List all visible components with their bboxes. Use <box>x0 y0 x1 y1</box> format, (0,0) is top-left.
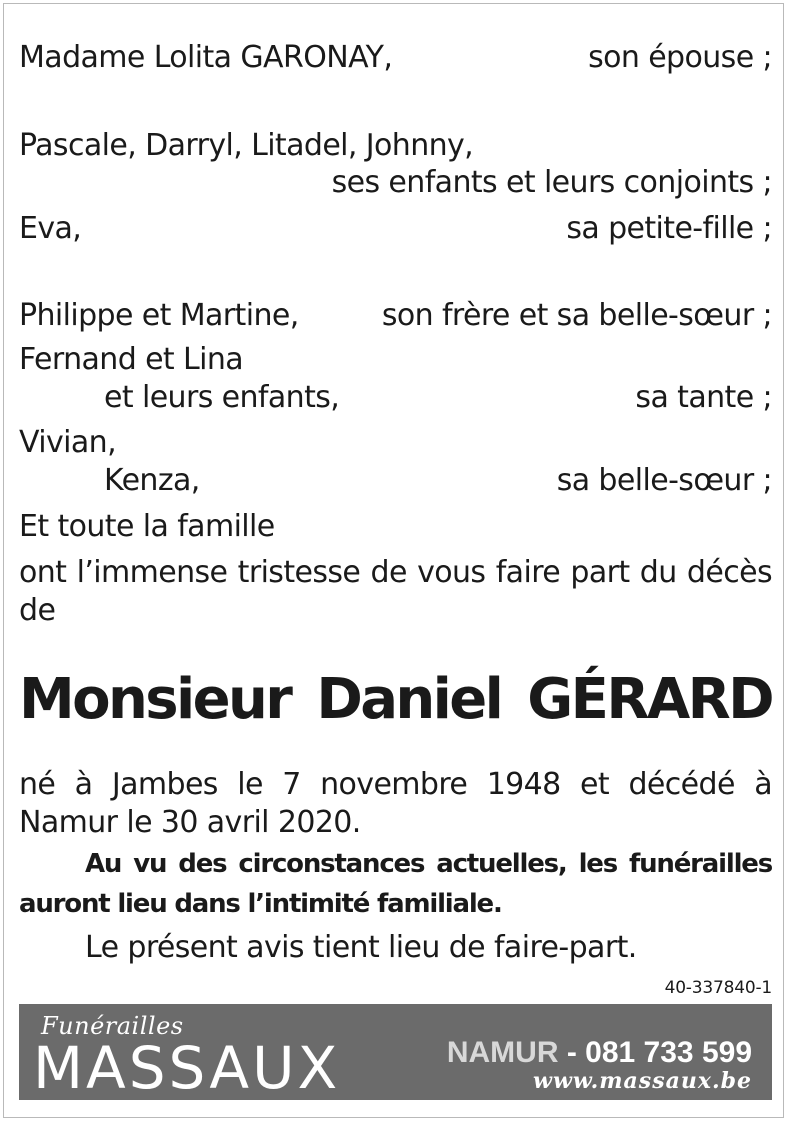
funeral-home-banner <box>19 1004 772 1100</box>
reference-number: 40-337840-1 <box>664 978 772 998</box>
family-relation: son frère et sa belle-sœur ; <box>381 298 772 333</box>
family-relation: ses enfants et leurs conjoints ; <box>331 165 772 200</box>
family-name: Fernand et Lina <box>19 342 244 377</box>
announcement-text: ont l’immense tristesse de vous faire part du décès de <box>19 555 772 628</box>
birth-death-dates: né à Jambes le 7 novembre 1948 et décédé à Namur le 30 avril 2020. <box>19 767 772 840</box>
closing-text: Et toute la famille <box>19 509 275 544</box>
funeral-home-label: Funérailles <box>41 1012 184 1040</box>
family-relation: sa petite-fille ; <box>566 211 772 246</box>
funeral-notice: Au vu des circonstances actuelles, les funérailles auront lieu dans l’intimité familiale. <box>19 849 772 919</box>
family-relation: sa tante ; <box>635 380 772 415</box>
funeral-home-website[interactable]: www.massaux.be <box>533 1068 752 1094</box>
family-name: Madame Lolita GARONAY, <box>19 40 393 75</box>
family-name-continued: et leurs enfants, <box>104 380 340 415</box>
deceased-name: Monsieur Daniel GÉRARD <box>19 667 772 732</box>
family-name-continued: Kenza, <box>104 463 200 498</box>
funeral-home-contact <box>447 1036 752 1070</box>
family-name: Vivian, <box>19 425 117 460</box>
faire-part-notice: Le présent avis tient lieu de faire-part. <box>85 930 637 965</box>
funeral-home-city: NAMUR <box>446 1036 559 1069</box>
family-name: Eva, <box>19 211 82 246</box>
family-relation: son épouse ; <box>588 40 772 75</box>
family-relation: sa belle-sœur ; <box>556 463 772 498</box>
family-name: Pascale, Darryl, Litadel, Johnny, <box>19 128 474 163</box>
funeral-home-name: MASSAUX <box>33 1034 341 1102</box>
family-name: Philippe et Martine, <box>19 298 299 333</box>
funeral-home-phone: - 081 733 599 <box>566 1036 752 1069</box>
